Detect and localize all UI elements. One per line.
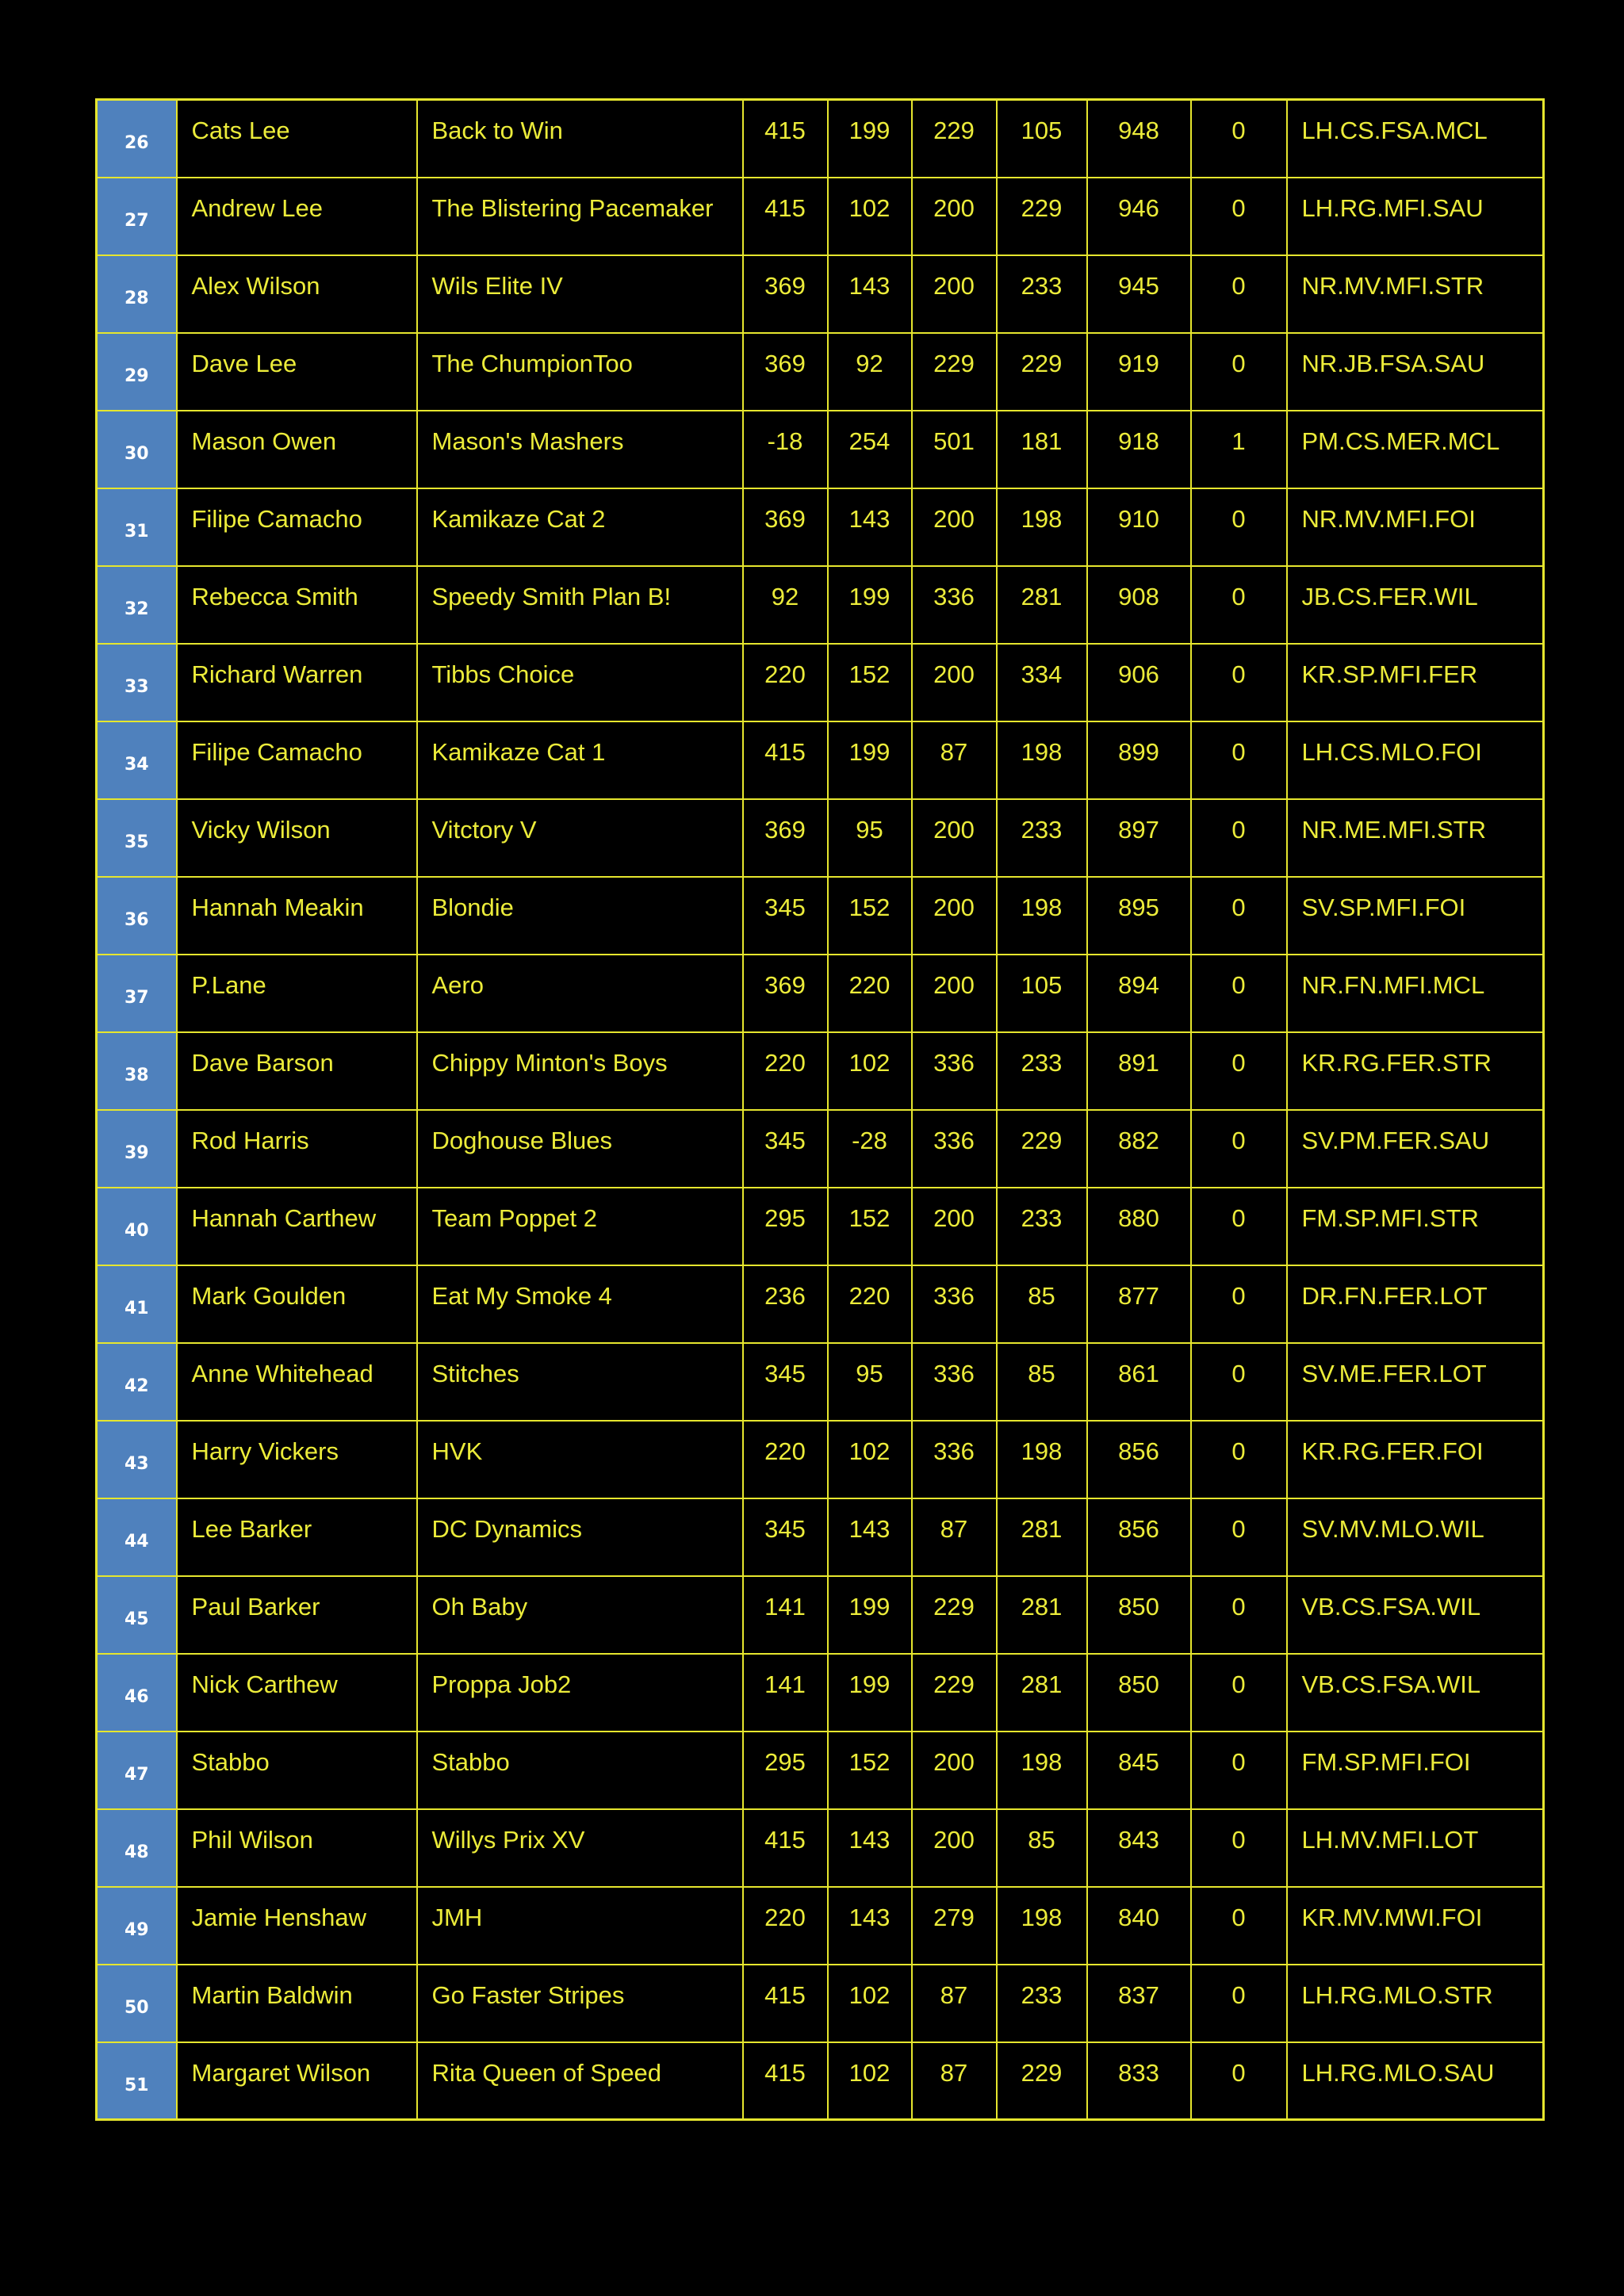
- team-name-cell: Kamikaze Cat 1: [417, 721, 743, 799]
- score-1-cell: 369: [743, 255, 828, 333]
- score-1-cell: 369: [743, 799, 828, 877]
- score-3-cell: 200: [912, 877, 997, 955]
- player-name-cell: Stabbo: [177, 1732, 417, 1809]
- total-score-cell: 918: [1087, 411, 1191, 488]
- score-4-cell: 281: [997, 1654, 1087, 1732]
- bonus-cell: 0: [1191, 1654, 1287, 1732]
- table-row: [97, 644, 1544, 721]
- position-cell: 38: [97, 1032, 177, 1110]
- player-name-cell: P.Lane: [177, 955, 417, 1032]
- total-score-cell: 850: [1087, 1654, 1191, 1732]
- player-name-cell: Hannah Meakin: [177, 877, 417, 955]
- score-1-cell: 295: [743, 1188, 828, 1265]
- player-name-cell: Martin Baldwin: [177, 1965, 417, 2042]
- total-score-cell: 919: [1087, 333, 1191, 411]
- score-4-cell: 229: [997, 1110, 1087, 1188]
- table-row: [97, 1265, 1544, 1343]
- score-1-cell: 92: [743, 566, 828, 644]
- score-1-cell: 415: [743, 100, 828, 178]
- score-1-cell: 415: [743, 1809, 828, 1887]
- position-cell: 47: [97, 1732, 177, 1809]
- bonus-cell: 0: [1191, 1498, 1287, 1576]
- bonus-cell: 0: [1191, 1032, 1287, 1110]
- score-1-cell: 415: [743, 1965, 828, 2042]
- total-score-cell: 856: [1087, 1498, 1191, 1576]
- score-4-cell: 281: [997, 566, 1087, 644]
- team-name-cell: HVK: [417, 1421, 743, 1498]
- score-2-cell: 199: [828, 566, 912, 644]
- total-score-cell: 837: [1087, 1965, 1191, 2042]
- player-name-cell: Richard Warren: [177, 644, 417, 721]
- score-1-cell: 345: [743, 1110, 828, 1188]
- score-2-cell: 102: [828, 178, 912, 255]
- team-name-cell: Speedy Smith Plan B!: [417, 566, 743, 644]
- score-2-cell: -28: [828, 1110, 912, 1188]
- score-3-cell: 200: [912, 1188, 997, 1265]
- position-cell: 26: [97, 100, 177, 178]
- team-name-cell: Wils Elite IV: [417, 255, 743, 333]
- team-name-cell: Back to Win: [417, 100, 743, 178]
- bonus-cell: 0: [1191, 178, 1287, 255]
- player-name-cell: Margaret Wilson: [177, 2042, 417, 2120]
- selection-code-cell: DR.FN.FER.LOT: [1287, 1265, 1544, 1343]
- team-name-cell: Oh Baby: [417, 1576, 743, 1654]
- table-row: [97, 877, 1544, 955]
- total-score-cell: 899: [1087, 721, 1191, 799]
- score-2-cell: 143: [828, 255, 912, 333]
- score-4-cell: 229: [997, 178, 1087, 255]
- bonus-cell: 0: [1191, 333, 1287, 411]
- score-3-cell: 200: [912, 644, 997, 721]
- player-name-cell: Nick Carthew: [177, 1654, 417, 1732]
- score-3-cell: 200: [912, 799, 997, 877]
- total-score-cell: 850: [1087, 1576, 1191, 1654]
- score-4-cell: 281: [997, 1576, 1087, 1654]
- score-1-cell: 369: [743, 955, 828, 1032]
- table-row: [97, 799, 1544, 877]
- player-name-cell: Mason Owen: [177, 411, 417, 488]
- bonus-cell: 0: [1191, 1110, 1287, 1188]
- player-name-cell: Anne Whitehead: [177, 1343, 417, 1421]
- selection-code-cell: VB.CS.FSA.WIL: [1287, 1654, 1544, 1732]
- score-3-cell: 501: [912, 411, 997, 488]
- selection-code-cell: JB.CS.FER.WIL: [1287, 566, 1544, 644]
- table-row: [97, 1887, 1544, 1965]
- team-name-cell: Vitctory V: [417, 799, 743, 877]
- selection-code-cell: KR.RG.FER.STR: [1287, 1032, 1544, 1110]
- score-2-cell: 102: [828, 1965, 912, 2042]
- table-row: [97, 1809, 1544, 1887]
- score-3-cell: 279: [912, 1887, 997, 1965]
- team-name-cell: Mason's Mashers: [417, 411, 743, 488]
- score-3-cell: 87: [912, 2042, 997, 2120]
- score-3-cell: 87: [912, 721, 997, 799]
- bonus-cell: 0: [1191, 1421, 1287, 1498]
- player-name-cell: Alex Wilson: [177, 255, 417, 333]
- player-name-cell: Dave Barson: [177, 1032, 417, 1110]
- table-row: [97, 1032, 1544, 1110]
- score-3-cell: 200: [912, 488, 997, 566]
- score-2-cell: 254: [828, 411, 912, 488]
- total-score-cell: 861: [1087, 1343, 1191, 1421]
- score-1-cell: 141: [743, 1576, 828, 1654]
- total-score-cell: 895: [1087, 877, 1191, 955]
- table-row: [97, 255, 1544, 333]
- table-row: [97, 1732, 1544, 1809]
- player-name-cell: Harry Vickers: [177, 1421, 417, 1498]
- selection-code-cell: LH.MV.MFI.LOT: [1287, 1809, 1544, 1887]
- standings-table: [95, 98, 1545, 2121]
- total-score-cell: 906: [1087, 644, 1191, 721]
- score-3-cell: 229: [912, 1654, 997, 1732]
- bonus-cell: 0: [1191, 1576, 1287, 1654]
- total-score-cell: 946: [1087, 178, 1191, 255]
- position-cell: 43: [97, 1421, 177, 1498]
- selection-code-cell: SV.PM.FER.SAU: [1287, 1110, 1544, 1188]
- player-name-cell: Lee Barker: [177, 1498, 417, 1576]
- score-4-cell: 233: [997, 1965, 1087, 2042]
- position-cell: 31: [97, 488, 177, 566]
- score-4-cell: 229: [997, 2042, 1087, 2120]
- score-4-cell: 105: [997, 100, 1087, 178]
- player-name-cell: Phil Wilson: [177, 1809, 417, 1887]
- score-1-cell: 369: [743, 488, 828, 566]
- team-name-cell: Rita Queen of Speed: [417, 2042, 743, 2120]
- total-score-cell: 880: [1087, 1188, 1191, 1265]
- position-cell: 41: [97, 1265, 177, 1343]
- score-4-cell: 198: [997, 1887, 1087, 1965]
- score-2-cell: 152: [828, 877, 912, 955]
- bonus-cell: 0: [1191, 488, 1287, 566]
- score-2-cell: 199: [828, 1654, 912, 1732]
- table-row: [97, 333, 1544, 411]
- table-row: [97, 566, 1544, 644]
- score-4-cell: 281: [997, 1498, 1087, 1576]
- selection-code-cell: KR.MV.MWI.FOI: [1287, 1887, 1544, 1965]
- score-3-cell: 336: [912, 1421, 997, 1498]
- table-row: [97, 100, 1544, 178]
- score-4-cell: 198: [997, 1421, 1087, 1498]
- selection-code-cell: LH.RG.MLO.SAU: [1287, 2042, 1544, 2120]
- score-1-cell: 345: [743, 1498, 828, 1576]
- score-4-cell: 181: [997, 411, 1087, 488]
- team-name-cell: Doghouse Blues: [417, 1110, 743, 1188]
- player-name-cell: Cats Lee: [177, 100, 417, 178]
- total-score-cell: 882: [1087, 1110, 1191, 1188]
- position-cell: 37: [97, 955, 177, 1032]
- position-cell: 48: [97, 1809, 177, 1887]
- score-4-cell: 198: [997, 488, 1087, 566]
- position-cell: 28: [97, 255, 177, 333]
- team-name-cell: Go Faster Stripes: [417, 1965, 743, 2042]
- selection-code-cell: VB.CS.FSA.WIL: [1287, 1576, 1544, 1654]
- score-4-cell: 198: [997, 877, 1087, 955]
- score-3-cell: 336: [912, 1343, 997, 1421]
- score-2-cell: 152: [828, 644, 912, 721]
- table-row: [97, 1576, 1544, 1654]
- selection-code-cell: FM.SP.MFI.FOI: [1287, 1732, 1544, 1809]
- total-score-cell: 856: [1087, 1421, 1191, 1498]
- bonus-cell: 0: [1191, 1188, 1287, 1265]
- score-2-cell: 102: [828, 1421, 912, 1498]
- player-name-cell: Rebecca Smith: [177, 566, 417, 644]
- player-name-cell: Rod Harris: [177, 1110, 417, 1188]
- total-score-cell: 833: [1087, 2042, 1191, 2120]
- position-cell: 36: [97, 877, 177, 955]
- score-1-cell: 220: [743, 1032, 828, 1110]
- bonus-cell: 0: [1191, 1887, 1287, 1965]
- position-cell: 35: [97, 799, 177, 877]
- score-3-cell: 229: [912, 100, 997, 178]
- team-name-cell: Proppa Job2: [417, 1654, 743, 1732]
- team-name-cell: Team Poppet 2: [417, 1188, 743, 1265]
- score-1-cell: 236: [743, 1265, 828, 1343]
- table-row: [97, 1654, 1544, 1732]
- score-1-cell: 345: [743, 877, 828, 955]
- position-cell: 39: [97, 1110, 177, 1188]
- table-row: [97, 488, 1544, 566]
- bonus-cell: 0: [1191, 566, 1287, 644]
- team-name-cell: Aero: [417, 955, 743, 1032]
- score-3-cell: 336: [912, 1265, 997, 1343]
- score-1-cell: 220: [743, 1421, 828, 1498]
- bonus-cell: 0: [1191, 2042, 1287, 2120]
- score-1-cell: 415: [743, 721, 828, 799]
- team-name-cell: Kamikaze Cat 2: [417, 488, 743, 566]
- score-3-cell: 229: [912, 1576, 997, 1654]
- team-name-cell: Stabbo: [417, 1732, 743, 1809]
- position-cell: 49: [97, 1887, 177, 1965]
- score-3-cell: 336: [912, 566, 997, 644]
- player-name-cell: Mark Goulden: [177, 1265, 417, 1343]
- bonus-cell: 0: [1191, 721, 1287, 799]
- team-name-cell: The Blistering Pacemaker: [417, 178, 743, 255]
- selection-code-cell: NR.MV.MFI.FOI: [1287, 488, 1544, 566]
- selection-code-cell: LH.RG.MLO.STR: [1287, 1965, 1544, 2042]
- team-name-cell: Tibbs Choice: [417, 644, 743, 721]
- score-3-cell: 336: [912, 1110, 997, 1188]
- score-1-cell: 415: [743, 178, 828, 255]
- score-2-cell: 220: [828, 955, 912, 1032]
- bonus-cell: 0: [1191, 955, 1287, 1032]
- score-3-cell: 87: [912, 1498, 997, 1576]
- score-4-cell: 198: [997, 721, 1087, 799]
- score-4-cell: 85: [997, 1343, 1087, 1421]
- team-name-cell: Eat My Smoke 4: [417, 1265, 743, 1343]
- team-name-cell: Willys Prix XV: [417, 1809, 743, 1887]
- table-row: [97, 2042, 1544, 2120]
- table-row: [97, 1421, 1544, 1498]
- score-3-cell: 336: [912, 1032, 997, 1110]
- position-cell: 30: [97, 411, 177, 488]
- player-name-cell: Paul Barker: [177, 1576, 417, 1654]
- table-row: [97, 178, 1544, 255]
- selection-code-cell: LH.RG.MFI.SAU: [1287, 178, 1544, 255]
- selection-code-cell: NR.FN.MFI.MCL: [1287, 955, 1544, 1032]
- score-2-cell: 102: [828, 2042, 912, 2120]
- player-name-cell: Andrew Lee: [177, 178, 417, 255]
- bonus-cell: 0: [1191, 1965, 1287, 2042]
- player-name-cell: Filipe Camacho: [177, 488, 417, 566]
- selection-code-cell: NR.JB.FSA.SAU: [1287, 333, 1544, 411]
- selection-code-cell: LH.CS.FSA.MCL: [1287, 100, 1544, 178]
- score-2-cell: 143: [828, 1809, 912, 1887]
- score-4-cell: 233: [997, 1032, 1087, 1110]
- total-score-cell: 843: [1087, 1809, 1191, 1887]
- score-1-cell: 345: [743, 1343, 828, 1421]
- score-2-cell: 199: [828, 1576, 912, 1654]
- bonus-cell: 1: [1191, 411, 1287, 488]
- selection-code-cell: SV.MV.MLO.WIL: [1287, 1498, 1544, 1576]
- score-1-cell: 295: [743, 1732, 828, 1809]
- score-4-cell: 105: [997, 955, 1087, 1032]
- score-4-cell: 233: [997, 1188, 1087, 1265]
- player-name-cell: Hannah Carthew: [177, 1188, 417, 1265]
- score-1-cell: 220: [743, 644, 828, 721]
- total-score-cell: 877: [1087, 1265, 1191, 1343]
- total-score-cell: 908: [1087, 566, 1191, 644]
- score-3-cell: 200: [912, 955, 997, 1032]
- position-cell: 33: [97, 644, 177, 721]
- position-cell: 51: [97, 2042, 177, 2120]
- total-score-cell: 945: [1087, 255, 1191, 333]
- bonus-cell: 0: [1191, 1732, 1287, 1809]
- total-score-cell: 910: [1087, 488, 1191, 566]
- position-cell: 42: [97, 1343, 177, 1421]
- position-cell: 27: [97, 178, 177, 255]
- table-row: [97, 955, 1544, 1032]
- player-name-cell: Vicky Wilson: [177, 799, 417, 877]
- score-1-cell: 415: [743, 2042, 828, 2120]
- team-name-cell: JMH: [417, 1887, 743, 1965]
- score-2-cell: 95: [828, 799, 912, 877]
- score-2-cell: 199: [828, 721, 912, 799]
- score-2-cell: 152: [828, 1188, 912, 1265]
- position-cell: 46: [97, 1654, 177, 1732]
- selection-code-cell: FM.SP.MFI.STR: [1287, 1188, 1544, 1265]
- bonus-cell: 0: [1191, 100, 1287, 178]
- selection-code-cell: SV.SP.MFI.FOI: [1287, 877, 1544, 955]
- table-row: [97, 721, 1544, 799]
- score-2-cell: 92: [828, 333, 912, 411]
- table-row: [97, 1498, 1544, 1576]
- team-name-cell: Stitches: [417, 1343, 743, 1421]
- total-score-cell: 894: [1087, 955, 1191, 1032]
- score-3-cell: 200: [912, 255, 997, 333]
- standings-body: [97, 100, 1544, 2120]
- score-2-cell: 95: [828, 1343, 912, 1421]
- position-cell: 50: [97, 1965, 177, 2042]
- bonus-cell: 0: [1191, 799, 1287, 877]
- score-3-cell: 87: [912, 1965, 997, 2042]
- table-row: [97, 1965, 1544, 2042]
- bonus-cell: 0: [1191, 877, 1287, 955]
- team-name-cell: Blondie: [417, 877, 743, 955]
- score-4-cell: 198: [997, 1732, 1087, 1809]
- table-row: [97, 1343, 1544, 1421]
- selection-code-cell: NR.ME.MFI.STR: [1287, 799, 1544, 877]
- score-4-cell: 233: [997, 799, 1087, 877]
- bonus-cell: 0: [1191, 1265, 1287, 1343]
- team-name-cell: The ChumpionToo: [417, 333, 743, 411]
- score-3-cell: 229: [912, 333, 997, 411]
- score-4-cell: 85: [997, 1265, 1087, 1343]
- total-score-cell: 845: [1087, 1732, 1191, 1809]
- score-2-cell: 199: [828, 100, 912, 178]
- bonus-cell: 0: [1191, 1343, 1287, 1421]
- score-4-cell: 334: [997, 644, 1087, 721]
- selection-code-cell: SV.ME.FER.LOT: [1287, 1343, 1544, 1421]
- selection-code-cell: KR.SP.MFI.FER: [1287, 644, 1544, 721]
- score-3-cell: 200: [912, 1732, 997, 1809]
- table-row: [97, 1110, 1544, 1188]
- score-3-cell: 200: [912, 1809, 997, 1887]
- bonus-cell: 0: [1191, 644, 1287, 721]
- score-4-cell: 229: [997, 333, 1087, 411]
- score-2-cell: 220: [828, 1265, 912, 1343]
- position-cell: 45: [97, 1576, 177, 1654]
- total-score-cell: 891: [1087, 1032, 1191, 1110]
- player-name-cell: Dave Lee: [177, 333, 417, 411]
- table-row: [97, 411, 1544, 488]
- position-cell: 44: [97, 1498, 177, 1576]
- table-row: [97, 1188, 1544, 1265]
- score-3-cell: 200: [912, 178, 997, 255]
- total-score-cell: 840: [1087, 1887, 1191, 1965]
- score-2-cell: 152: [828, 1732, 912, 1809]
- team-name-cell: Chippy Minton's Boys: [417, 1032, 743, 1110]
- position-cell: 29: [97, 333, 177, 411]
- score-1-cell: 141: [743, 1654, 828, 1732]
- total-score-cell: 948: [1087, 100, 1191, 178]
- score-1-cell: 220: [743, 1887, 828, 1965]
- score-1-cell: -18: [743, 411, 828, 488]
- score-2-cell: 102: [828, 1032, 912, 1110]
- score-2-cell: 143: [828, 1887, 912, 1965]
- selection-code-cell: PM.CS.MER.MCL: [1287, 411, 1544, 488]
- score-1-cell: 369: [743, 333, 828, 411]
- bonus-cell: 0: [1191, 1809, 1287, 1887]
- score-2-cell: 143: [828, 488, 912, 566]
- player-name-cell: Jamie Henshaw: [177, 1887, 417, 1965]
- position-cell: 40: [97, 1188, 177, 1265]
- score-4-cell: 233: [997, 255, 1087, 333]
- position-cell: 32: [97, 566, 177, 644]
- position-cell: 34: [97, 721, 177, 799]
- score-4-cell: 85: [997, 1809, 1087, 1887]
- player-name-cell: Filipe Camacho: [177, 721, 417, 799]
- bonus-cell: 0: [1191, 255, 1287, 333]
- score-2-cell: 143: [828, 1498, 912, 1576]
- total-score-cell: 897: [1087, 799, 1191, 877]
- selection-code-cell: LH.CS.MLO.FOI: [1287, 721, 1544, 799]
- team-name-cell: DC Dynamics: [417, 1498, 743, 1576]
- selection-code-cell: NR.MV.MFI.STR: [1287, 255, 1544, 333]
- selection-code-cell: KR.RG.FER.FOI: [1287, 1421, 1544, 1498]
